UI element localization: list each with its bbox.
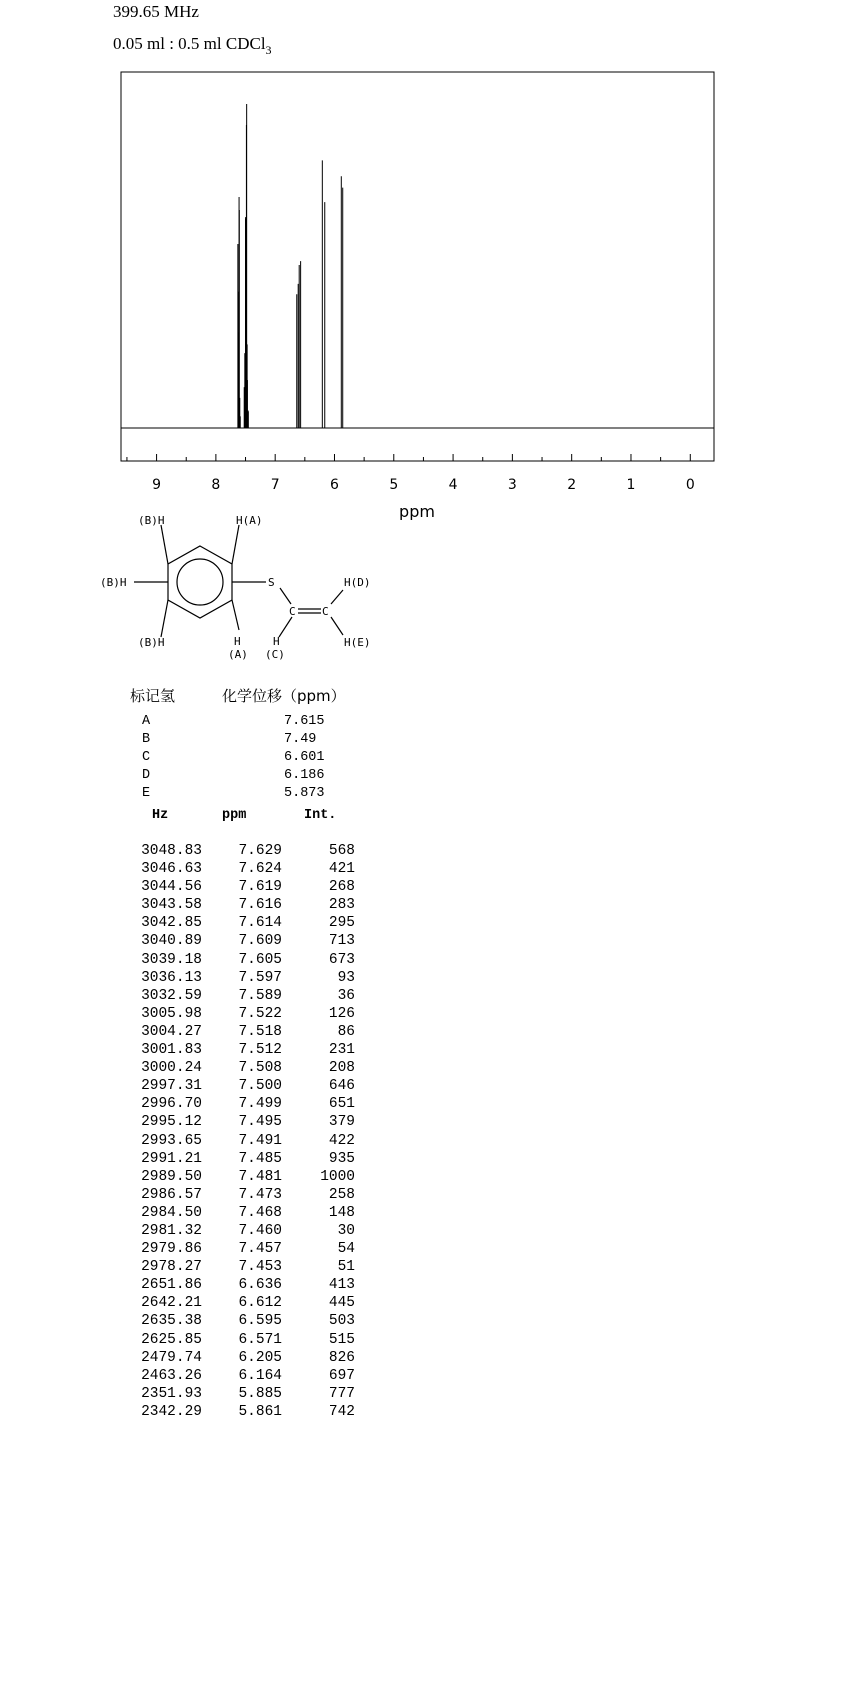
peak-int: 713 [328,933,355,950]
peak-ppm: 5.885 [238,1385,282,1402]
aromatic-circle [177,559,223,605]
peak-row [130,1168,355,1186]
peak-hz: 3043.58 [141,897,202,914]
peak-hz: 2978.27 [141,1259,202,1276]
peak-row [130,1113,355,1131]
peak-hz: 2996.70 [141,1096,202,1113]
peak-ppm: 7.616 [238,897,282,914]
peak-hz: 3036.13 [141,969,202,986]
label-h-d: H(D) [344,576,371,589]
peak-ppm: 7.589 [238,987,282,1004]
label-b-left: (B)H [100,576,127,589]
peak-ppm: 7.597 [238,969,282,986]
solvent-subscript: 3 [265,43,272,57]
peak-hz: 2984.50 [141,1204,202,1221]
x-tick-label: 6 [330,477,339,493]
peak-hz: 2463.26 [141,1367,202,1384]
peak-int: 208 [328,1060,355,1077]
peak-row [130,896,355,914]
peak-ppm: 6.595 [238,1313,282,1330]
peak-row [130,1367,355,1385]
peak-row [130,1041,355,1059]
peak-row [130,1312,355,1330]
peak-hz: 3040.89 [141,933,202,950]
peak-int: 379 [328,1114,355,1131]
label-c-right: C [322,605,329,618]
peak-ppm: 7.499 [238,1096,282,1113]
peak-ppm: 7.619 [238,879,282,896]
peak-ppm: 7.614 [238,915,282,932]
peak-hz: 3048.83 [141,843,202,859]
peak-hz: 3042.85 [141,915,202,932]
peak-hz: 3005.98 [141,1005,202,1022]
peak-int: 673 [328,951,355,968]
structure-bonds [134,525,343,637]
peak-row [130,1059,355,1077]
x-tick-label: 9 [152,477,162,493]
peak-row [130,1349,355,1367]
x-tick-label: 1 [626,477,636,493]
peak-row [130,951,355,969]
shift-row [142,713,325,731]
label-c-left: C [289,605,296,618]
peak-row [130,914,355,932]
peak-int: 515 [328,1331,355,1348]
peak-hz: 2995.12 [141,1114,202,1131]
peak-ppm: 7.522 [238,1005,282,1022]
shift-table-header [130,685,346,706]
peak-ppm: 6.571 [238,1331,282,1348]
peak-int: 503 [328,1313,355,1330]
peak-hz: 2986.57 [141,1186,202,1203]
bond-s-c [280,588,291,604]
peak-hz: 2997.31 [141,1078,202,1095]
header-ppm: ppm [222,808,247,823]
peak-row [130,1150,355,1168]
peak-hz: 2635.38 [141,1313,202,1330]
peak-hz: 2479.74 [141,1349,202,1366]
peak-row [130,842,355,860]
peak-int: 148 [328,1204,355,1221]
label-h-a-bottom: H [234,635,241,648]
peak-row [130,969,355,987]
label-h-c: H [273,635,280,648]
peak-int: 568 [328,843,355,859]
peak-int: 422 [328,1132,355,1149]
peak-ppm: 7.508 [238,1060,282,1077]
peak-int: 651 [328,1096,355,1113]
bond-b-bottom [161,600,168,637]
peak-row [130,987,355,1005]
peak-int: 30 [337,1222,355,1239]
bond-a-top [232,525,239,564]
peak-int: 126 [328,1005,355,1022]
peak-ppm: 5.861 [238,1403,282,1420]
peak-int: 36 [337,987,355,1004]
shift-value: 7.49 [284,732,317,747]
peak-row [130,1023,355,1041]
peak-row [130,1077,355,1095]
peak-hz: 2351.93 [141,1385,202,1402]
x-tick-label: 7 [270,477,280,493]
peak-hz: 2979.86 [141,1241,202,1258]
peak-hz: 3046.63 [141,861,202,878]
shift-table [142,713,325,803]
shift-label: C [142,750,151,765]
peak-row [130,1331,355,1349]
solvent-text: 0.05 ml : 0.5 ml CDCl [113,34,266,53]
bond-h-e [331,617,343,635]
peak-row [130,1132,355,1150]
peak-row [130,1276,355,1294]
peak-hz: 2651.86 [141,1277,202,1294]
shift-value: 6.186 [284,768,325,783]
peak-row [130,1005,355,1023]
peak-hz: 2625.85 [141,1331,202,1348]
label-b-bottom: (B)H [138,636,165,649]
peak-table-header [152,808,336,823]
peak-ppm: 7.629 [238,843,282,859]
peak-ppm: 7.485 [238,1150,282,1167]
x-tick-label: 4 [448,477,458,493]
peak-int: 935 [328,1150,355,1167]
peak-row [130,932,355,950]
peak-hz: 3000.24 [141,1060,202,1077]
molecular-structure [0,0,850,680]
header-label: 标记氢 [130,687,176,705]
peak-ppm: 6.205 [238,1349,282,1366]
peak-int: 413 [328,1277,355,1294]
x-tick-label: 3 [507,477,517,493]
shift-row [142,731,325,749]
peak-row [130,878,355,896]
peak-int: 445 [328,1295,355,1312]
peak-row [130,1385,355,1403]
peak-ppm: 6.164 [238,1367,282,1384]
peak-ppm: 7.500 [238,1078,282,1095]
peak-int: 231 [328,1042,355,1059]
peak-row [130,1204,355,1222]
peak-int: 697 [328,1367,355,1384]
peak-int: 258 [328,1186,355,1203]
peak-hz: 2991.21 [141,1150,202,1167]
peak-ppm: 7.609 [238,933,282,950]
peak-int: 421 [328,861,355,878]
peak-hz: 3001.83 [141,1042,202,1059]
header-int: Int. [304,808,337,823]
label-h-e: H(E) [344,636,371,649]
peak-ppm: 7.473 [238,1186,282,1203]
peak-hz: 2989.50 [141,1168,202,1185]
label-b-top: (B)H [138,514,165,527]
shift-label: D [142,768,151,783]
shift-value: 7.615 [284,714,325,729]
peak-ppm: 7.468 [238,1204,282,1221]
peak-int: 93 [337,969,355,986]
peak-int: 268 [328,879,355,896]
shift-row [142,767,325,785]
bond-h-c [279,617,292,637]
label-s: S [268,576,275,589]
bond-a-bottom [232,600,239,630]
peak-row [130,1186,355,1204]
peak-ppm: 7.605 [238,951,282,968]
benzene-ring [168,546,232,618]
header-shift: 化学位移（ppm） [222,687,346,705]
peak-hz: 3044.56 [141,879,202,896]
label-c: (C) [265,648,285,661]
peak-hz: 2642.21 [141,1295,202,1312]
peak-table [130,842,355,1421]
peak-row [130,1240,355,1258]
peak-row [130,1095,355,1113]
peak-ppm: 7.495 [238,1114,282,1131]
peak-ppm: 6.612 [238,1295,282,1312]
peak-int: 777 [328,1385,355,1402]
peak-hz: 3039.18 [141,951,202,968]
peak-row [130,1403,355,1421]
shift-value: 5.873 [284,786,325,801]
shift-label: B [142,732,151,747]
peak-ppm: 7.518 [238,1023,282,1040]
shift-label: E [142,786,151,801]
peak-hz: 2993.65 [141,1132,202,1149]
peak-hz: 3032.59 [141,987,202,1004]
shift-label: A [142,714,151,729]
x-tick-label: 0 [685,477,695,493]
peak-int: 54 [337,1241,355,1258]
x-axis-label: ppm [399,502,435,520]
header-hz: Hz [152,808,169,823]
peak-int: 646 [328,1078,355,1095]
peak-int: 51 [337,1259,355,1276]
peak-hz: 2342.29 [141,1403,202,1420]
peak-int: 826 [328,1349,355,1366]
peak-ppm: 7.491 [238,1132,282,1149]
peak-row [130,860,355,878]
peak-int: 283 [328,897,355,914]
x-tick-label: 8 [211,477,221,493]
peak-ppm: 7.512 [238,1042,282,1059]
peak-hz: 2981.32 [141,1222,202,1239]
bond-h-d [331,590,343,604]
peak-ppm: 7.453 [238,1259,282,1276]
peak-ppm: 7.624 [238,861,282,878]
peak-ppm: 7.457 [238,1241,282,1258]
shift-row [142,785,325,803]
label-a-bottom: (A) [228,648,248,661]
peak-ppm: 7.481 [238,1168,282,1185]
peak-row [130,1222,355,1240]
peak-int: 86 [337,1023,355,1040]
peak-ppm: 7.460 [238,1222,282,1239]
peak-row [130,1258,355,1276]
x-tick-label: 5 [389,477,399,493]
bond-b-top [161,525,168,564]
peak-int: 295 [328,915,355,932]
x-tick-label: 2 [567,477,577,493]
label-a-top: H(A) [236,514,263,527]
peak-hz: 3004.27 [141,1023,202,1040]
peak-ppm: 6.636 [238,1277,282,1294]
peak-int: 1000 [320,1168,355,1185]
peak-int: 742 [328,1403,355,1420]
spectrometer-frequency: 399.65 MHz [113,2,199,21]
shift-value: 6.601 [284,750,325,765]
shift-row [142,749,325,767]
peak-row [130,1294,355,1312]
